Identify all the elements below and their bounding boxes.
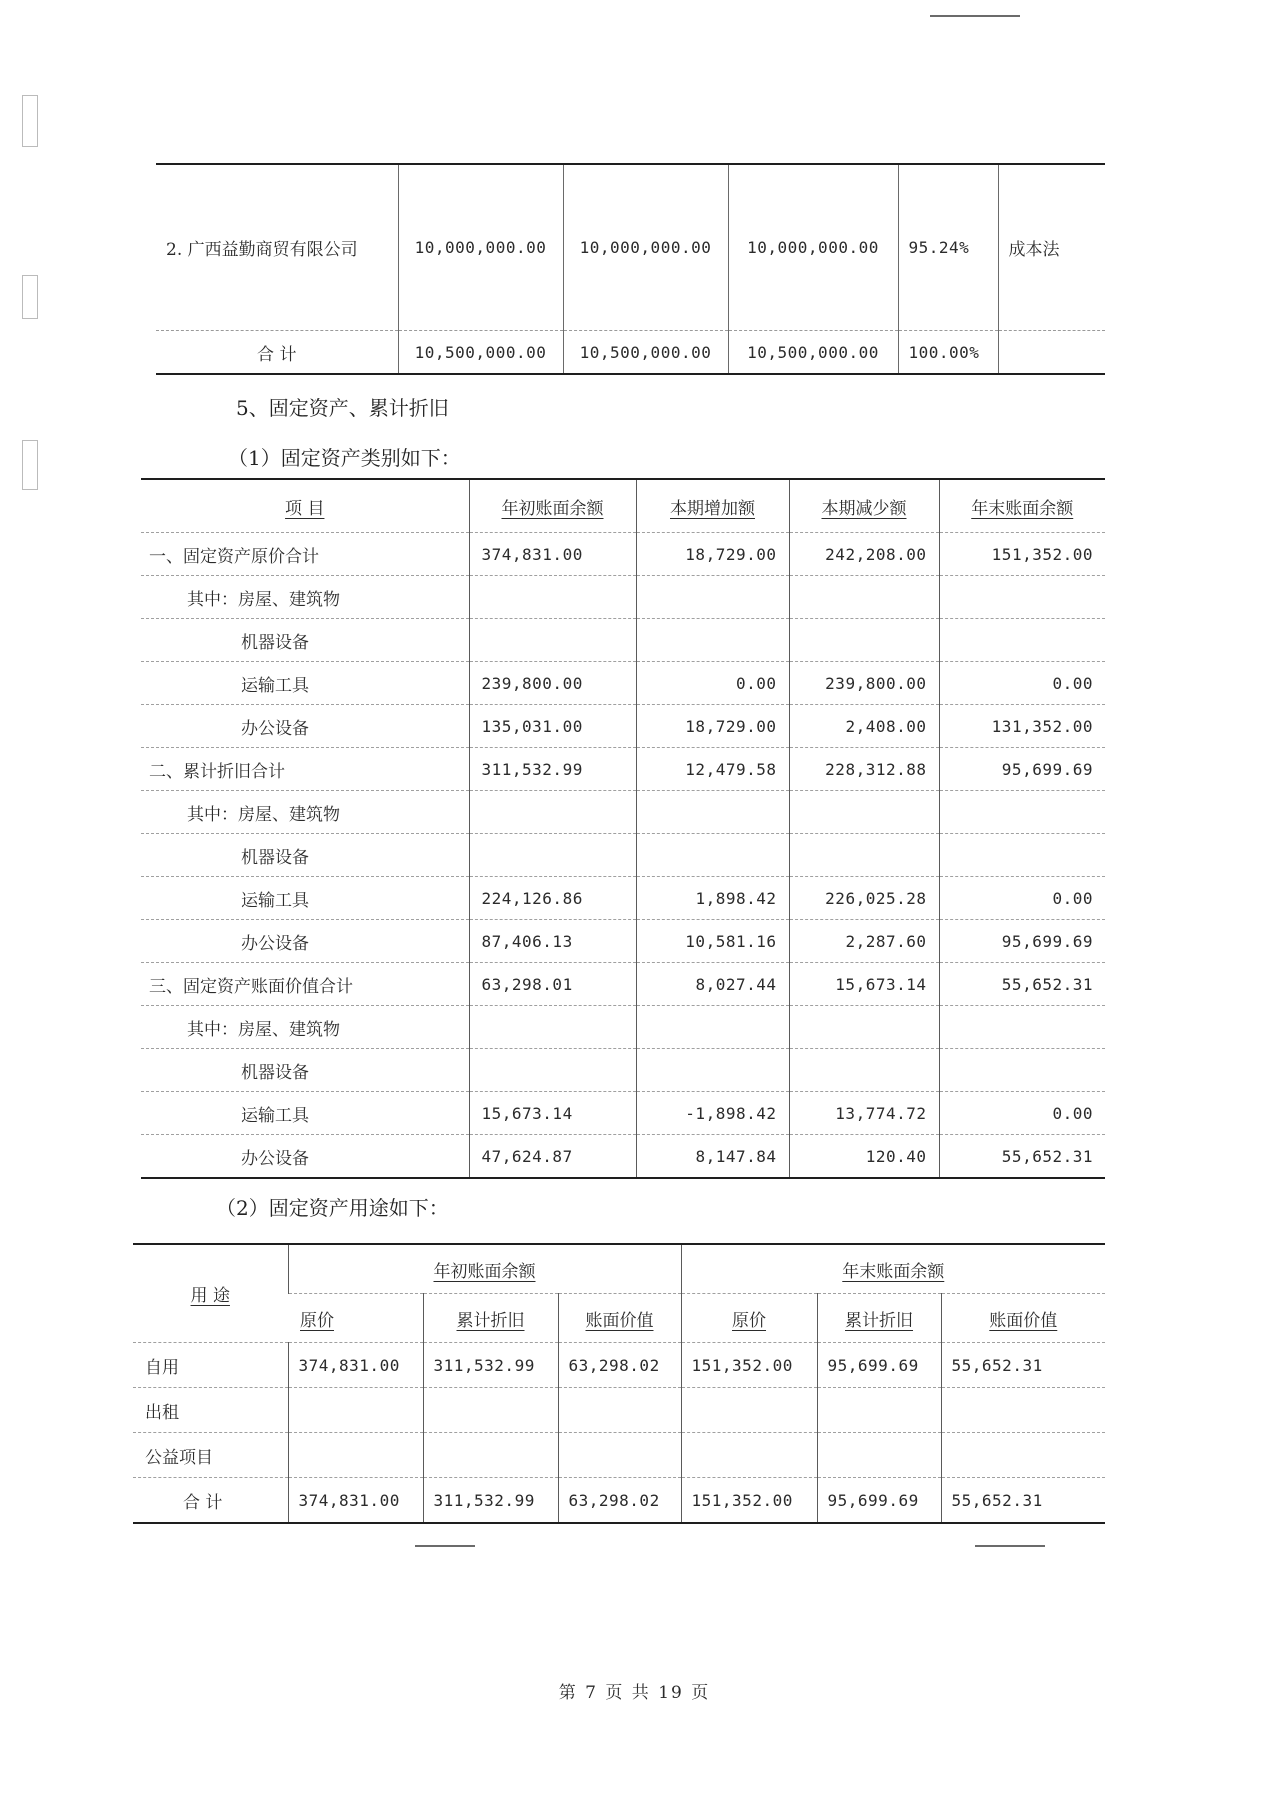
column-header: 累计折旧: [817, 1294, 941, 1343]
value-cell: [636, 1049, 789, 1092]
value-cell: 0.00: [939, 662, 1105, 705]
row-label: 二、累计折旧合计: [141, 748, 469, 791]
value-cell: [789, 1006, 939, 1049]
value-cell: 55,652.31: [939, 1135, 1105, 1179]
row-label: 其中：房屋、建筑物: [141, 791, 469, 834]
row-label: 办公设备: [141, 920, 469, 963]
value-cell: 151,352.00: [939, 533, 1105, 576]
table-row: [133, 1433, 1105, 1478]
value-cell: 131,352.00: [939, 705, 1105, 748]
table-row: [141, 1006, 1105, 1049]
value-cell: 135,031.00: [469, 705, 636, 748]
group-header-end: 年末账面余额: [681, 1244, 1105, 1294]
value-cell: 47,624.87: [469, 1135, 636, 1179]
amount-cell: 10,500,000.00: [398, 331, 563, 375]
value-cell: [939, 834, 1105, 877]
amount-cell: 10,500,000.00: [563, 331, 728, 375]
value-cell: [469, 1006, 636, 1049]
value-cell: 374,831.00: [469, 533, 636, 576]
value-cell: 8,027.44: [636, 963, 789, 1006]
value-cell: [469, 791, 636, 834]
value-cell: 0.00: [939, 1092, 1105, 1135]
table-row: [141, 662, 1105, 705]
value-cell: 55,652.31: [941, 1343, 1105, 1388]
value-cell: 63,298.02: [558, 1478, 681, 1524]
scan-artifact: [975, 1545, 1045, 1547]
value-cell: [681, 1388, 817, 1433]
table-row: [141, 1135, 1105, 1179]
page-number: 第 7 页 共 19 页: [558, 1683, 711, 1703]
scan-artifact: [930, 15, 1020, 17]
value-cell: [558, 1433, 681, 1478]
table-header-row: [133, 1244, 1105, 1294]
value-cell: 63,298.01: [469, 963, 636, 1006]
method-cell: 成本法: [998, 164, 1105, 331]
value-cell: [423, 1388, 558, 1433]
value-cell: 10,581.16: [636, 920, 789, 963]
value-cell: [681, 1433, 817, 1478]
value-cell: 228,312.88: [789, 748, 939, 791]
subsection-heading: （2）固定资产用途如下：: [216, 1196, 449, 1220]
value-cell: 2,408.00: [789, 705, 939, 748]
value-cell: [469, 576, 636, 619]
table-row: [141, 619, 1105, 662]
value-cell: 1,898.42: [636, 877, 789, 920]
subsection-heading: （1）固定资产类别如下：: [228, 446, 461, 470]
value-cell: 311,532.99: [469, 748, 636, 791]
row-label: 其中：房屋、建筑物: [141, 576, 469, 619]
investment-table: [156, 163, 1105, 375]
usage-header: 用 途: [133, 1244, 288, 1343]
row-label: 一、固定资产原价合计: [141, 533, 469, 576]
usage-label: 出租: [133, 1388, 288, 1433]
usage-label: 公益项目: [133, 1433, 288, 1478]
table-row: [141, 791, 1105, 834]
value-cell: [636, 619, 789, 662]
value-cell: 239,800.00: [789, 662, 939, 705]
value-cell: [636, 791, 789, 834]
value-cell: [789, 619, 939, 662]
value-cell: 239,800.00: [469, 662, 636, 705]
value-cell: 120.40: [789, 1135, 939, 1179]
table-row: [141, 533, 1105, 576]
value-cell: [939, 1006, 1105, 1049]
value-cell: [941, 1388, 1105, 1433]
value-cell: 8,147.84: [636, 1135, 789, 1179]
column-header: 原价: [288, 1294, 423, 1343]
table-row: [133, 1343, 1105, 1388]
binding-hole-mark: [22, 95, 38, 147]
row-label: 办公设备: [141, 1135, 469, 1179]
value-cell: [636, 834, 789, 877]
value-cell: 18,729.00: [636, 533, 789, 576]
table-row: [141, 748, 1105, 791]
value-cell: [817, 1388, 941, 1433]
value-cell: [469, 1049, 636, 1092]
usage-label: 合 计: [133, 1478, 288, 1524]
row-label: 机器设备: [141, 619, 469, 662]
value-cell: [789, 1049, 939, 1092]
section-heading: 5、固定资产、累计折旧: [236, 396, 449, 420]
value-cell: 374,831.00: [288, 1478, 423, 1524]
row-label: 机器设备: [141, 834, 469, 877]
company-name: 2. 广西益勤商贸有限公司: [156, 164, 398, 331]
value-cell: [817, 1433, 941, 1478]
value-cell: [939, 791, 1105, 834]
binding-hole-mark: [22, 440, 38, 490]
value-cell: 0.00: [939, 877, 1105, 920]
value-cell: [558, 1388, 681, 1433]
value-cell: [469, 834, 636, 877]
percent-cell: 95.24%: [898, 164, 998, 331]
value-cell: 224,126.86: [469, 877, 636, 920]
table-header-row: [141, 479, 1105, 533]
table-row: [133, 1388, 1105, 1433]
value-cell: 95,699.69: [817, 1343, 941, 1388]
total-row: [156, 331, 1105, 375]
column-header: 累计折旧: [423, 1294, 558, 1343]
value-cell: [789, 576, 939, 619]
value-cell: 15,673.14: [789, 963, 939, 1006]
column-header: 本期减少额: [789, 479, 939, 533]
value-cell: [789, 834, 939, 877]
table-row: [141, 963, 1105, 1006]
value-cell: 374,831.00: [288, 1343, 423, 1388]
value-cell: 18,729.00: [636, 705, 789, 748]
value-cell: 55,652.31: [941, 1478, 1105, 1524]
value-cell: 87,406.13: [469, 920, 636, 963]
value-cell: [939, 1049, 1105, 1092]
value-cell: [636, 576, 789, 619]
table-row: [133, 1478, 1105, 1524]
table-row: [141, 1092, 1105, 1135]
row-label: 机器设备: [141, 1049, 469, 1092]
amount-cell: 10,000,000.00: [563, 164, 728, 331]
row-label: 办公设备: [141, 705, 469, 748]
value-cell: [789, 791, 939, 834]
column-header: 年初账面余额: [469, 479, 636, 533]
value-cell: 2,287.60: [789, 920, 939, 963]
row-label: 运输工具: [141, 877, 469, 920]
column-header: 年末账面余额: [939, 479, 1105, 533]
column-header: 账面价值: [941, 1294, 1105, 1343]
fixed-asset-usage-table: [133, 1243, 1105, 1524]
value-cell: 311,532.99: [423, 1478, 558, 1524]
column-header: 项 目: [141, 479, 469, 533]
value-cell: -1,898.42: [636, 1092, 789, 1135]
table-row: [141, 920, 1105, 963]
fixed-asset-category-table: [141, 478, 1105, 1179]
scan-artifact: [415, 1545, 475, 1547]
percent-cell: 100.00%: [898, 331, 998, 375]
amount-cell: 10,500,000.00: [728, 331, 898, 375]
value-cell: 95,699.69: [817, 1478, 941, 1524]
value-cell: 226,025.28: [789, 877, 939, 920]
group-header-begin: 年初账面余额: [288, 1244, 681, 1294]
value-cell: 63,298.02: [558, 1343, 681, 1388]
column-header: 本期增加额: [636, 479, 789, 533]
value-cell: [288, 1433, 423, 1478]
value-cell: [636, 1006, 789, 1049]
table-row: [141, 834, 1105, 877]
row-label: 其中：房屋、建筑物: [141, 1006, 469, 1049]
value-cell: [941, 1433, 1105, 1478]
usage-label: 自用: [133, 1343, 288, 1388]
column-header: 原价: [681, 1294, 817, 1343]
amount-cell: 10,000,000.00: [728, 164, 898, 331]
total-label: 合 计: [257, 344, 297, 365]
column-header: 账面价值: [558, 1294, 681, 1343]
value-cell: 151,352.00: [681, 1478, 817, 1524]
value-cell: [423, 1433, 558, 1478]
row-label: 运输工具: [141, 662, 469, 705]
table-row: [141, 576, 1105, 619]
value-cell: 242,208.00: [789, 533, 939, 576]
amount-cell: 10,000,000.00: [398, 164, 563, 331]
method-cell: [998, 331, 1105, 375]
value-cell: 15,673.14: [469, 1092, 636, 1135]
value-cell: 13,774.72: [789, 1092, 939, 1135]
value-cell: 311,532.99: [423, 1343, 558, 1388]
value-cell: [939, 619, 1105, 662]
value-cell: 0.00: [636, 662, 789, 705]
value-cell: [469, 619, 636, 662]
value-cell: 12,479.58: [636, 748, 789, 791]
value-cell: 95,699.69: [939, 920, 1105, 963]
binding-hole-mark: [22, 275, 38, 319]
row-label: 运输工具: [141, 1092, 469, 1135]
value-cell: [288, 1388, 423, 1433]
value-cell: [939, 576, 1105, 619]
table-row: [141, 1049, 1105, 1092]
value-cell: 151,352.00: [681, 1343, 817, 1388]
table-row: [156, 164, 1105, 331]
table-row: [141, 877, 1105, 920]
value-cell: 95,699.69: [939, 748, 1105, 791]
table-row: [141, 705, 1105, 748]
row-label: 三、固定资产账面价值合计: [141, 963, 469, 1006]
value-cell: 55,652.31: [939, 963, 1105, 1006]
